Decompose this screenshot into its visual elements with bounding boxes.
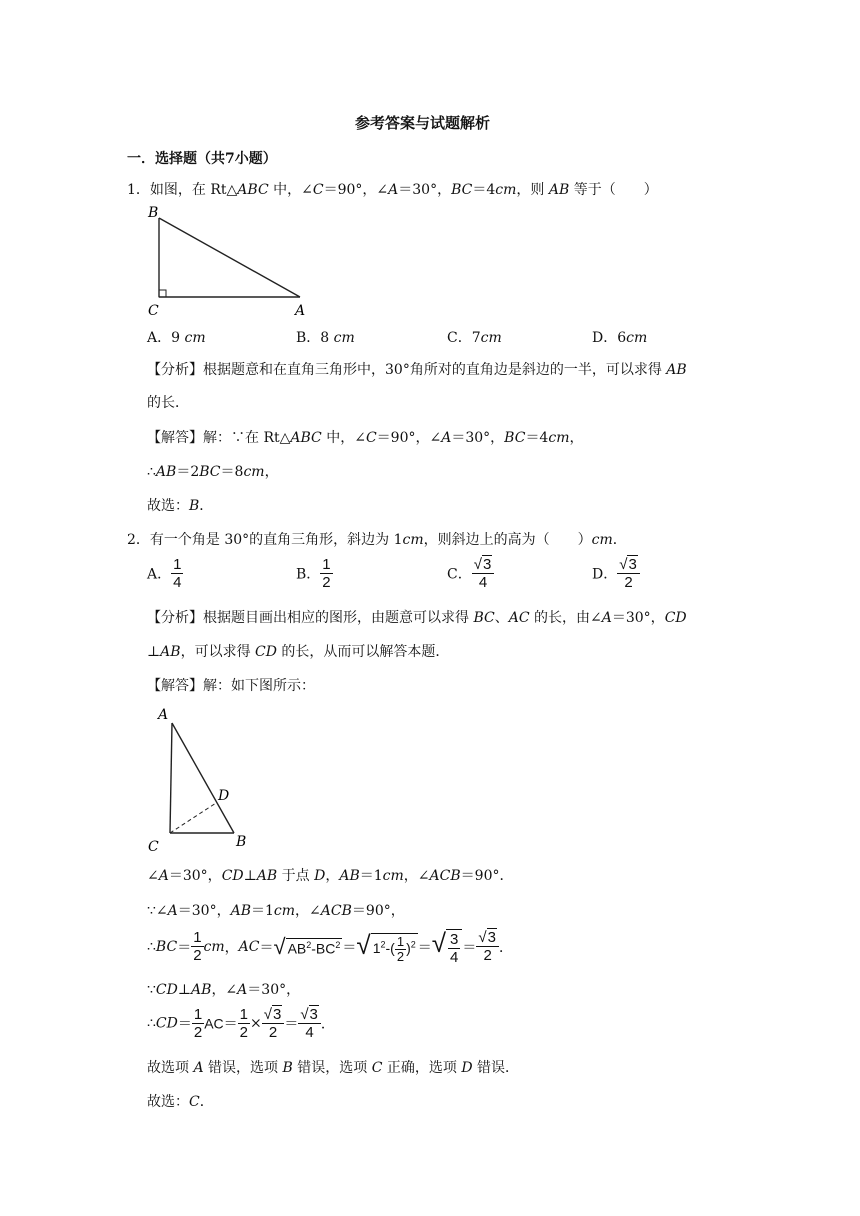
- q2-option-a[interactable]: A． $\frac{1}{4}$: [147, 556, 182, 591]
- solution-tag: 【解答】: [147, 678, 203, 694]
- q2-stem: 2．有一个角是 30°的直角三角形，斜边为 1cm，则斜边上的高为（ ）cm．: [127, 532, 627, 548]
- q1-option-b[interactable]: B．8 cm: [296, 330, 355, 346]
- q2-option-d[interactable]: D． $\frac{√3}{2}$: [592, 556, 640, 591]
- q2-side-ac: [170, 723, 172, 833]
- q2-solution-line1: 【解答】解：如下图所示：: [147, 678, 315, 694]
- q1-analysis-cont: 的长．: [147, 395, 189, 411]
- q1-stem: 1．如图，在 Rt△ABC 中，∠C＝90°，∠A＝30°，BC＝4cm，则 AB 等于（ ）: [127, 182, 658, 198]
- q2-option-c[interactable]: C． $\frac{√3}{4}$: [447, 556, 494, 591]
- sqrt-expression-3: √ $\frac{3}{4}$: [432, 928, 463, 966]
- q1-side-ab: [159, 218, 300, 297]
- q2-option-b[interactable]: B． $\frac{1}{2}$: [296, 556, 331, 591]
- analysis-tag: 【分析】: [147, 362, 203, 378]
- q2-line-cd-value: ∴CD＝ $\frac{1}{2}$ AC＝ $\frac{1}{2}$ × $\frac{√3}{2}$ ＝ $\frac{√3}{4}$ ．: [147, 1006, 335, 1041]
- q1-solution-line1: 【解答】解：∵在 Rt△ABC 中，∠C＝90°，∠A＝30°，BC＝4cm，: [147, 430, 584, 446]
- section-heading: 一．选择题（共7小题）: [127, 151, 277, 167]
- q2-analysis-cont: ⊥AB，可以求得 CD 的长，从而可以解答本题．: [147, 644, 450, 660]
- q1-option-d[interactable]: D．6cm: [592, 330, 648, 346]
- q1-triangle-figure: [140, 202, 320, 320]
- q1-label-c: C: [148, 303, 159, 319]
- q2-answer: 故选：C．: [147, 1094, 214, 1110]
- q2-line-options-verdict: 故选项 A 错误，选项 B 错误，选项 C 正确，选项 D 错误．: [147, 1060, 519, 1076]
- q1-analysis: 【分析】根据题意和在直角三角形中，30°角所对的直角边是斜边的一半，可以求得 AB: [147, 362, 687, 378]
- q1-option-c[interactable]: C．7cm: [447, 330, 502, 346]
- q2-triangle-figure: [140, 703, 260, 858]
- q2-line-because: ∵∠A＝30°，AB＝1cm，∠ACB＝90°，: [147, 903, 405, 919]
- q2-label-b: B: [236, 834, 247, 850]
- q1-option-a[interactable]: A．9 cm: [147, 330, 206, 346]
- sqrt-expression-2: √ $1^2-$( $\frac{1}{2}$ )$^2$: [356, 929, 416, 965]
- solution-tag: 【解答】: [147, 430, 203, 446]
- q1-right-angle-mark: [159, 290, 166, 297]
- q2-line-bc-ac: ∴BC＝ $\frac{1}{2}$ cm，AC＝√ $AB^2-BC^2$ ＝√ $1^2-$( $\frac{1}{2}$ )$^2$ ＝√ $\frac{3}{4}$ ＝ $\frac{√3}{2}$ ．: [147, 928, 513, 966]
- q1-answer: 故选：B．: [147, 498, 214, 514]
- q1-label-b: B: [148, 205, 159, 221]
- sqrt-expression-1: √ $AB^2-BC^2$: [273, 933, 341, 959]
- q1-solution-line2: ∴AB＝2BC＝8cm，: [147, 464, 279, 480]
- q2-analysis: 【分析】根据题目画出相应的图形，由题意可以求得 BC、AC 的长，由∠A＝30°，CD: [147, 610, 687, 626]
- analysis-tag: 【分析】: [147, 610, 203, 626]
- q2-altitude-cd: [170, 803, 216, 833]
- q2-line-cd-perp: ∵CD⊥AB，∠A＝30°，: [147, 982, 301, 998]
- page-title: 参考答案与试题解析: [355, 114, 491, 132]
- q2-label-d: D: [218, 788, 230, 804]
- q2-side-ab: [172, 723, 234, 833]
- q2-label-c: C: [148, 839, 159, 855]
- q2-line-given: ∠A＝30°，CD⊥AB 于点 D，AB＝1cm，∠ACB＝90°．: [147, 868, 514, 884]
- q2-label-a: A: [158, 707, 169, 723]
- q1-label-a: A: [295, 303, 306, 319]
